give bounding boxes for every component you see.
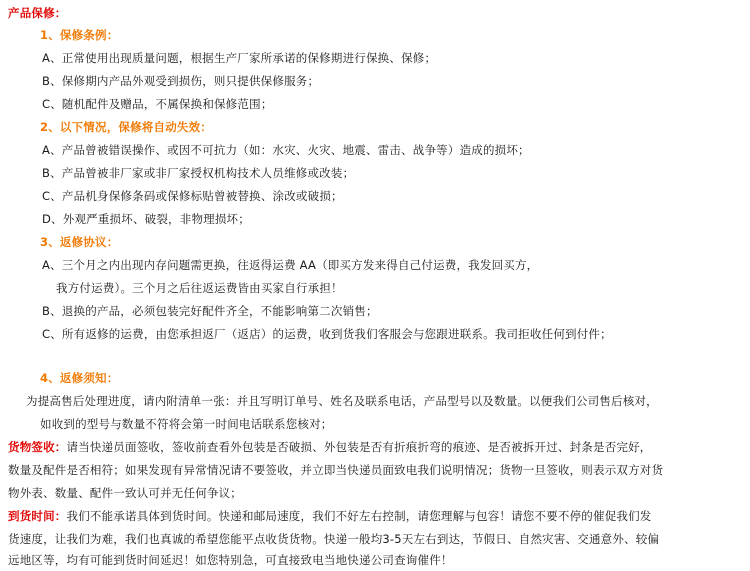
signing-line-3: 物外表、数量、配件一致认可并无任何争议； — [8, 486, 242, 500]
section-3-item-c: C、所有返修的运费，由您承担返厂（返店）的运费，收到货我们客服会与您跟进联系。我司拒收任何到付件； — [42, 327, 612, 341]
section-2-heading: 2、以下情况，保修将自动失效： — [40, 120, 212, 134]
page-title: 产品保修： — [8, 6, 67, 20]
section-4-heading: 4、返修须知： — [40, 371, 119, 385]
signing-label: 货物签收： — [8, 440, 67, 454]
section-1-heading: 1、保修条例： — [40, 28, 119, 42]
arrival-line-2: 货速度，让我们为难，我们也真诚的希望您能平点收货货物。快递一般均3-5天左右到达，节假日、自然灾害、交通意外、较偏 — [8, 532, 660, 546]
section-3-item-b: B、退换的产品，必须包装完好配件齐全，不能影响第二次销售； — [42, 304, 378, 318]
section-3-heading: 3、返修协议： — [40, 235, 119, 249]
signing-line-1 — [8, 436, 652, 458]
section-1-item-a: A、正常使用出现质量问题，根据生产厂家所承诺的保修期进行保换、保修； — [42, 51, 437, 65]
signing-text-1: 请当快递员面签收，签收前查看外包装是否破损、外包装是否有折痕折弯的痕迹、是否被拆开过、封条是否完好， — [66, 440, 652, 454]
section-4-line-1: 为提高售后处理进度，请内附清单一张：并且写明订单号、姓名及联系电话，产品型号以及数量。以便我们公司售后核对， — [26, 394, 658, 408]
section-2-item-a: A、产品曾被错误操作、或因不可抗力（如：水灾、火灾、地震、雷击、战争等）造成的损坏； — [42, 143, 530, 157]
section-3-item-a-continued: 我方付运费）。三个月之后往返运费皆由买家自行承担！ — [56, 281, 343, 295]
section-1-item-c: C、随机配件及赠品，不属保换和保修范围； — [42, 97, 273, 111]
signing-line-2: 数量及配件是否相符；如果发现有异常情况请不要签收，并立即当快递员面致电我们说明情况；货物一旦签收，则表示双方对货 — [8, 463, 664, 477]
section-2-item-d: D、外观严重损坏、破裂，非物理损坏； — [42, 212, 250, 226]
arrival-label: 到货时间： — [8, 509, 67, 523]
arrival-text-1: 我们不能承诺具体到货时间。快递和邮局速度，我们不好左右控制，请您理解与包容！请您不要不停的催促我们发 — [66, 509, 652, 523]
section-2-item-b: B、产品曾被非厂家或非厂家授权机构技术人员维修或改装； — [42, 166, 355, 180]
section-1-item-b: B、保修期内产品外观受到损伤，则只提供保修服务； — [42, 74, 320, 88]
section-3-item-a: A、三个月之内出现内存问题需更换，往返得运费 AA（即买方发来得自己付运费，我发回买方， — [42, 258, 539, 272]
arrival-line-3: 远地区等，均有可能到货时间延迟！如您特别急，可直接致电当地快递公司查询催件！ — [8, 553, 453, 567]
arrival-line-1 — [8, 505, 652, 527]
section-4-line-2: 如收到的型号与数量不符将会第一时间电话联系您核对； — [40, 417, 333, 431]
section-2-item-c: C、产品机身保修条码或保修标贴曾被替换、涂改或破损； — [42, 189, 343, 203]
